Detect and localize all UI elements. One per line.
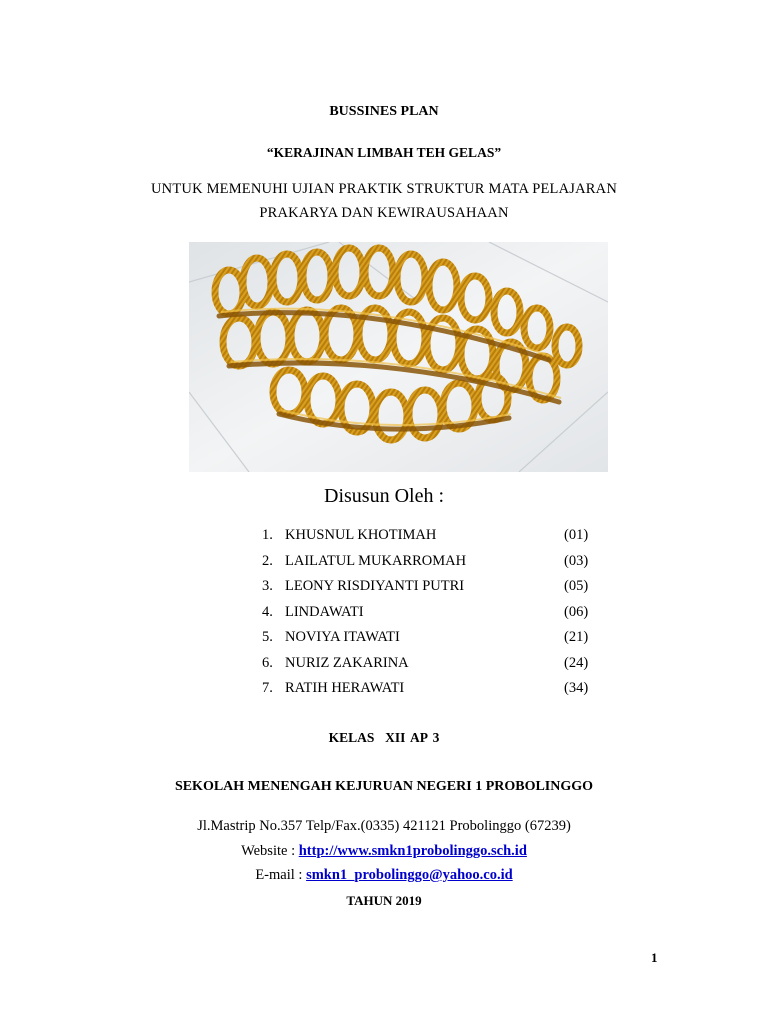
list-item (262, 553, 602, 579)
member-code: (34) (564, 680, 589, 696)
member-code: (24) (564, 654, 589, 671)
list-item (262, 604, 602, 630)
member-name: NOVIYA ITAWATI (285, 629, 400, 645)
list-item (262, 629, 602, 655)
member-number: 1. (262, 527, 273, 543)
email-label: E-mail : (255, 867, 307, 883)
list-item (262, 578, 602, 604)
purpose-line-2: PRAKARYA DAN KEWIRAUSAHAAN (259, 205, 509, 221)
purpose-line-1: UNTUK MEMENUHI UJIAN PRAKTIK STRUKTUR MATA PELAJARAN (151, 181, 617, 197)
member-number: 5. (262, 629, 273, 645)
member-name: RATIH HERAWATI (285, 680, 405, 696)
member-number: 7. (262, 680, 273, 696)
school-name: SEKOLAH MENENGAH KEJURUAN NEGERI 1 PROBOLINGGO (174, 779, 594, 794)
member-code: (03) (564, 552, 589, 569)
class-label: KELAS XII AP 3 (328, 730, 440, 745)
school-address: Jl.Mastrip No.357 Telp/Fax.(0335) 421121 Probolinggo (67239) (197, 818, 571, 834)
member-name: LAILATUL MUKARROMAH (285, 552, 467, 569)
year-label: TAHUN 2019 (346, 893, 422, 908)
member-number: 3. (262, 578, 273, 594)
website-line (0, 843, 768, 860)
page-number: 1 (651, 950, 658, 965)
member-code: (06) (564, 603, 589, 620)
website-label: Website : (241, 843, 299, 859)
document-subtitle: “KERAJINAN LIMBAH TEH GELAS” (266, 145, 502, 160)
member-name: LEONY RISDIYANTI PUTRI (285, 578, 465, 594)
member-name: LINDAWATI (285, 603, 364, 620)
member-list (262, 527, 602, 706)
member-code: (21) (564, 629, 589, 645)
member-number: 6. (262, 654, 273, 671)
member-code: (01) (564, 527, 589, 543)
member-code: (05) (564, 578, 589, 594)
craft-photo (189, 242, 608, 472)
document-title: BUSSINES PLAN (329, 104, 439, 119)
member-name: NURIZ ZAKARINA (285, 654, 409, 671)
email-link[interactable]: smkn1_probolinggo@yahoo.co.id (306, 867, 513, 883)
authors-heading: Disusun Oleh : (324, 485, 444, 507)
member-number: 2. (262, 552, 273, 569)
list-item (262, 527, 602, 553)
email-line (0, 867, 768, 884)
list-item (262, 680, 602, 706)
member-name: KHUSNUL KHOTIMAH (285, 527, 437, 543)
member-number: 4. (262, 603, 273, 620)
list-item (262, 655, 602, 681)
website-link[interactable]: http://www.smkn1probolinggo.sch.id (298, 843, 527, 859)
